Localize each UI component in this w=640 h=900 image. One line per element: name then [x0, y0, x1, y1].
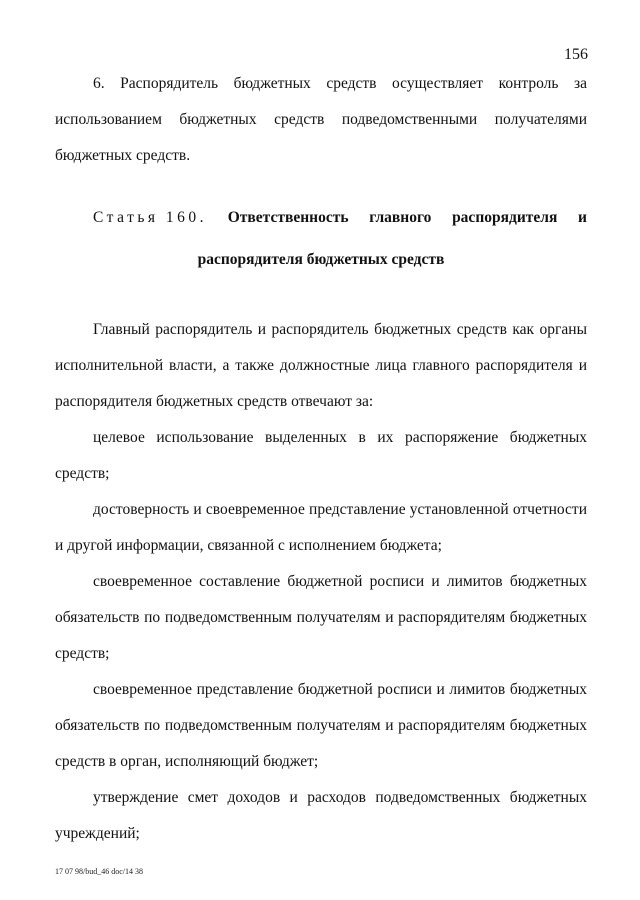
article-heading-line2: распорядителя бюджетных средств [197, 251, 445, 268]
article-label: Статья 160. [93, 209, 208, 226]
paragraph: своевременное составление бюджетной росписи и лимитов бюджетных обязательств по подведомственным получателям и распорядителям бюджетных средств; [55, 573, 587, 662]
article-body [55, 312, 587, 852]
paragraph: целевое использование выделенных в их распоряжение бюджетных средств; [55, 429, 587, 482]
article-title-word: распорядителя [452, 209, 558, 226]
article-title-word: главного [369, 209, 432, 226]
paragraph: своевременное представление бюджетной росписи и лимитов бюджетных обязательств по подведомственным получателям и распорядителям бюджетных средств в орган, исполняющий бюджет; [55, 681, 587, 770]
paragraph: утверждение смет доходов и расходов подведомственных бюджетных учреждений; [55, 789, 587, 842]
clause-6 [55, 66, 587, 174]
article-heading-line1 [93, 200, 587, 236]
footer-file-reference: 17 07 98/bud_46 doc/14 38 [55, 867, 143, 876]
paragraph: достоверность и своевременное представление установленной отчетности и другой информации, связанной с исполнением бюджета; [55, 501, 587, 554]
article-title-word: Ответственность [227, 209, 349, 226]
article-heading [93, 200, 587, 278]
paragraph: Главный распорядитель и распорядитель бюджетных средств как органы исполнительной власти, а также должностные лица главного распорядителя и распорядителя бюджетных средств отвечают за: [55, 321, 587, 410]
page-number: 156 [564, 46, 588, 63]
article-title-word: и [578, 209, 587, 226]
clause-6-text: 6. Распорядитель бюджетных средств осуществляет контроль за использованием бюджетных средств подведомственными получателями бюджетных средств. [55, 75, 587, 164]
